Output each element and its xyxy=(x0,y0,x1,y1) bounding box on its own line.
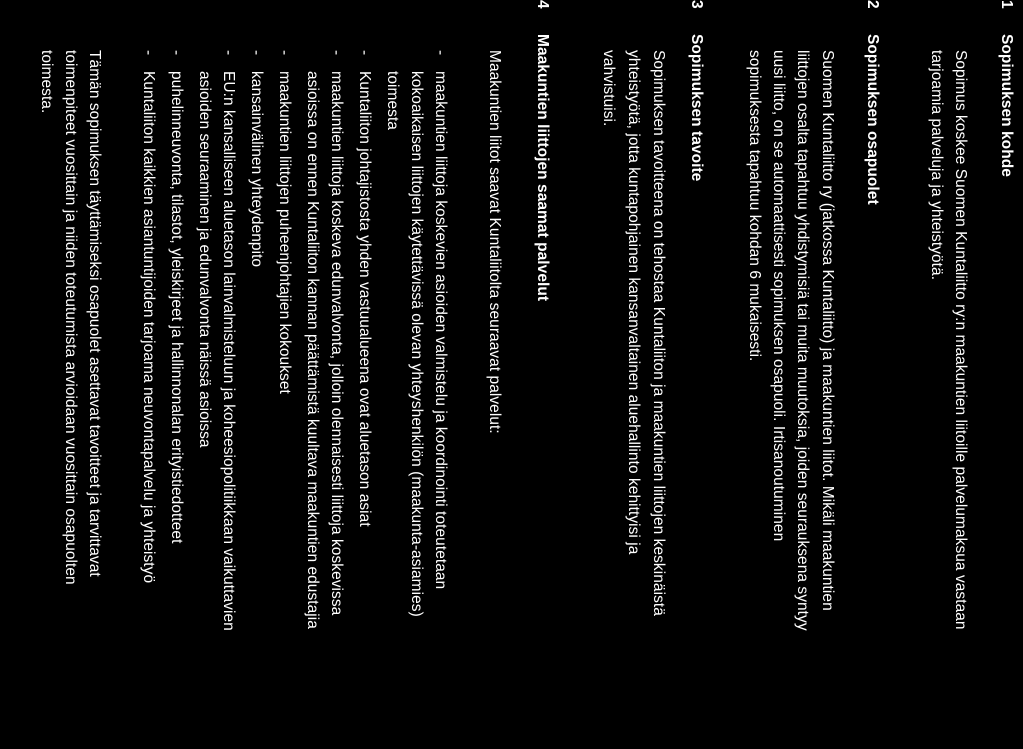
section-2-line-3: uusi liitto, on se automaattisesti sopimuksen osapuoli. Irtisanoutuminen xyxy=(770,50,787,542)
section-4-closing-line-1: Tämän sopimuksen täyttämiseksi osapuolet asettavat tavoitteet ja tarvittavat xyxy=(86,50,103,577)
section-3-number: 3 xyxy=(688,0,705,9)
bullet-dash: - xyxy=(276,50,293,56)
bullet-dash: - xyxy=(432,50,449,56)
bullet-dash: - xyxy=(168,50,185,56)
bullet-dash: - xyxy=(220,50,237,56)
bullet-dash: - xyxy=(356,50,373,56)
bullet-line: kokoaikaisen liittojen käytettävissä olevan yhteyshenkilön (maakunta-asiamies) xyxy=(408,71,425,617)
bullet-line: Kuntaliiton johtajistosta yhden vastuualueena ovat aluetason asiat xyxy=(356,71,373,527)
section-4-number: 4 xyxy=(534,0,551,9)
bullet-line: maakuntien liittoja koskeva edunvalvonta, jolloin olennaisesti liittoja koskevissa xyxy=(328,71,345,616)
bullet-line: maakuntien liittoja koskevien asioiden valmistelu ja koordinointi toteutetaan xyxy=(432,71,449,590)
bullet-line: Kuntaliiton kaikkien asiantuntijoiden tarjoama neuvontapalvelu ja yhteistyö xyxy=(140,71,157,584)
bullet-line: asioiden seuraaminen ja edunvalvonta näissä asioissa xyxy=(196,71,213,448)
bullet-line: kansainvälinen yhteydenpito xyxy=(248,71,265,268)
section-1-title: Sopimuksen kohde xyxy=(998,34,1015,177)
section-4-closing-line-2: toimenpiteet vuosittain ja niiden toteutumista arvioidaan vuosittain osapuolten xyxy=(62,50,79,585)
bullet-line: EU:n kansalliseen aluetason lainvalmisteluun ja koheesiopolitiikkaan vaikuttavien xyxy=(220,71,237,631)
section-2-line-1: Suomen Kuntaliitto ry (jatkossa Kuntaliitto) ja maakuntien liitot. Mikäli maakuntien xyxy=(819,50,836,611)
section-2-line-4: sopimuksesta tapahtuu kohdan 6 mukaisesti. xyxy=(746,50,763,362)
section-3-line-3: vahvistuisi. xyxy=(600,50,617,127)
bullet-line: maakuntien liittojen puheenjohtajien kokoukset xyxy=(276,71,293,394)
section-2-title: Sopimuksen osapuolet xyxy=(864,34,881,205)
section-4-intro: Maakuntien liitot saavat Kuntaliitolta seuraavat palvelut: xyxy=(486,50,503,434)
section-3-line-2: yhteistyötä, jotta kuntapohjainen kansanvaltainen aluehallinto kehittyisi ja xyxy=(625,50,642,555)
bullet-line: toimesta xyxy=(384,71,401,130)
section-1-line-2: tarjoamia palveluja ja yhteistyötä. xyxy=(928,50,945,281)
section-3-title: Sopimuksen tavoite xyxy=(688,34,705,182)
section-1-line-1: Sopimus koskee Suomen Kuntaliitto ry:n maakuntien liitoille palvelumaksua vastaan xyxy=(952,50,969,630)
bullet-line: asioissa on ennen Kuntaliiton kannan päättämistä kuultava maakuntien edustajia xyxy=(304,71,321,629)
section-4-title: Maakuntien liittojen saamat palvelut xyxy=(534,34,551,302)
section-1-number: 1 xyxy=(998,0,1015,9)
section-3-line-1: Sopimuksen tavoitteena on tehostaa Kuntaliiton ja maakuntien liittojen keskinäistä xyxy=(650,50,667,616)
section-2-line-2: liittojen osalta tapahtuu yhdistymisiä tai muita muutoksia, joiden seurauksena syntyy xyxy=(794,50,811,631)
bullet-line: puhelinneuvonta, tilastot, yleiskirjeet ja hallinnonalan erityistiedotteet xyxy=(168,71,185,544)
section-2-number: 2 xyxy=(864,0,881,9)
bullet-dash: - xyxy=(328,50,345,56)
bullet-dash: - xyxy=(248,50,265,56)
bullet-dash: - xyxy=(140,50,157,56)
section-4-closing-line-3: toimesta. xyxy=(38,50,55,114)
